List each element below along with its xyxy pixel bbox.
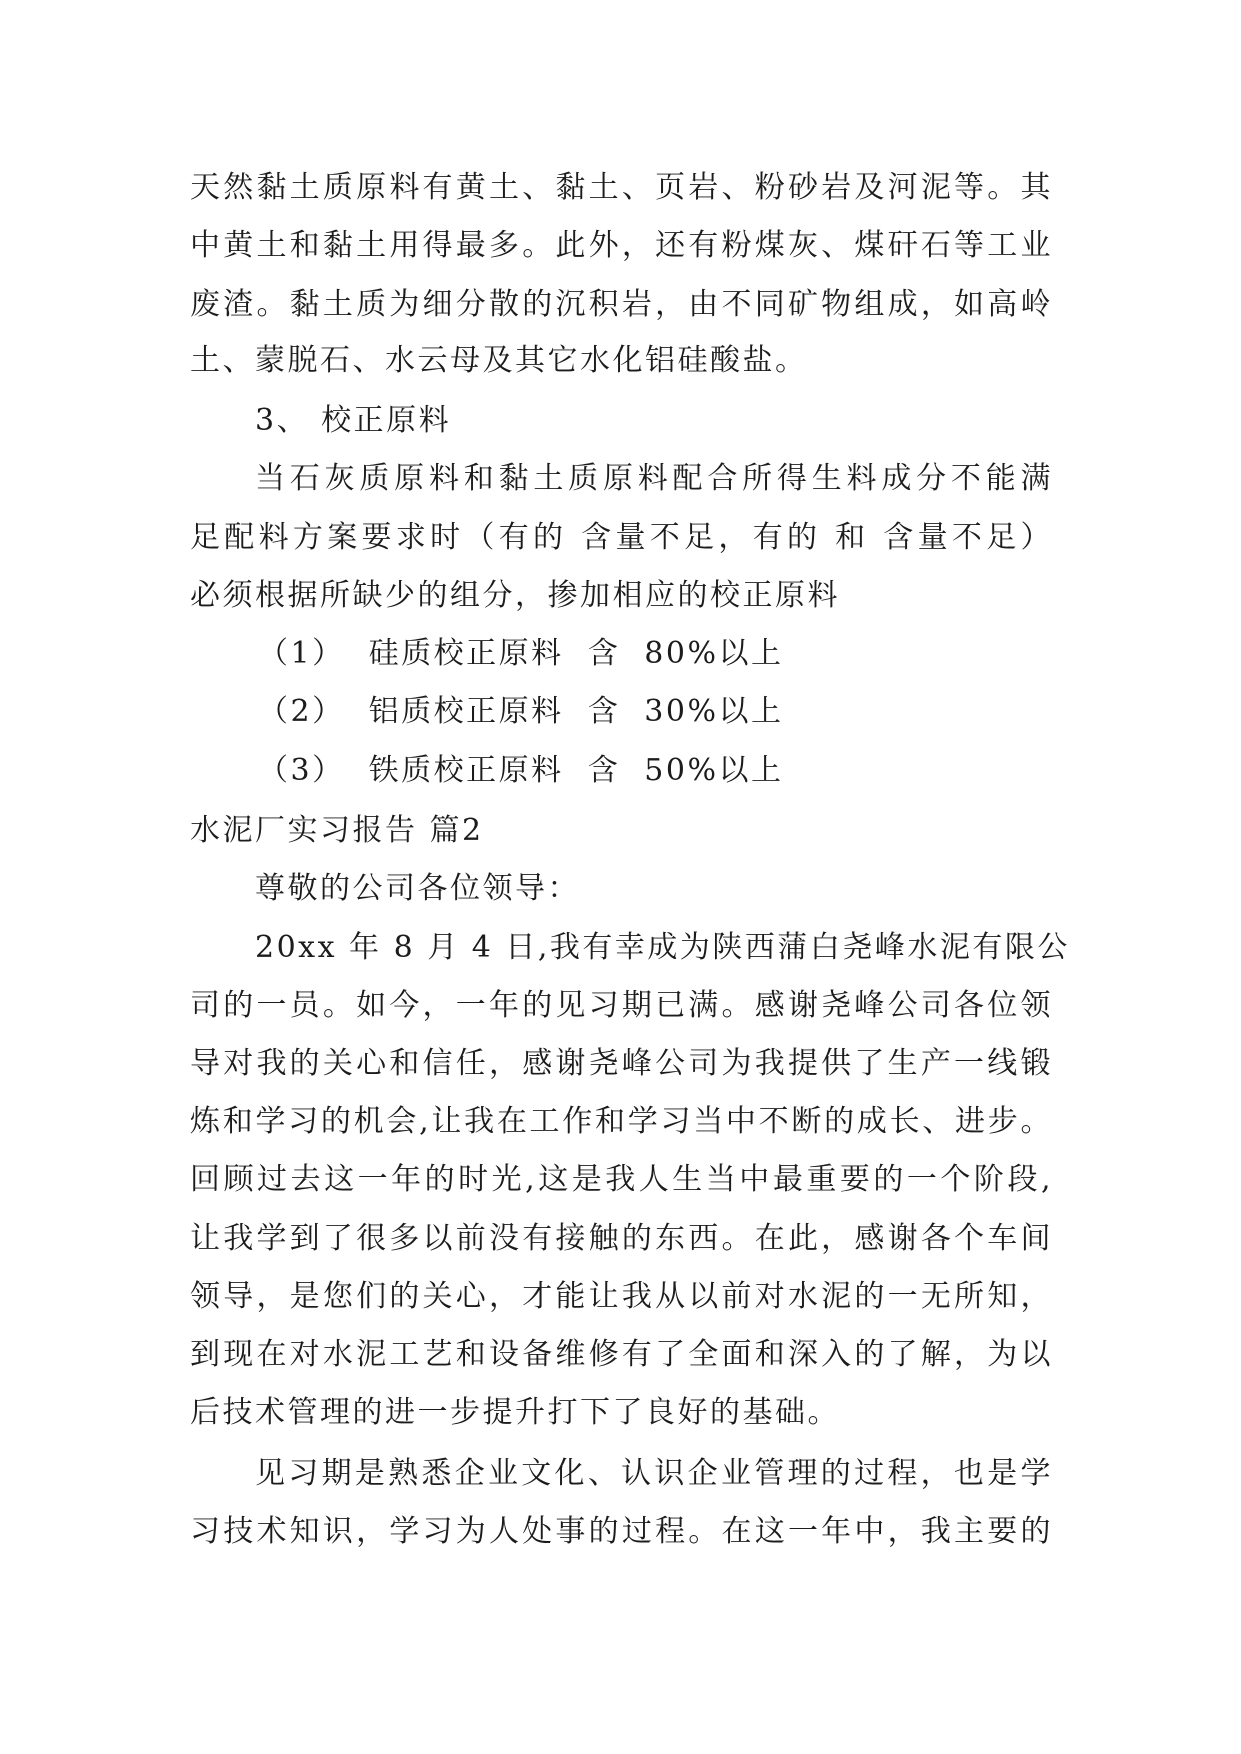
text-line: 天然黏土质原料有黄土、黏土、页岩、粉砂岩及河泥等。其 [190,170,1053,205]
text-line: 司的一员。如今，一年的见习期已满。感谢尧峰公司各位领 [190,988,1053,1023]
text-line: 让我学到了很多以前没有接触的东西。在此，感谢各个车间 [190,1221,1053,1256]
text-line: 导对我的关心和信任，感谢尧峰公司为我提供了生产一线锻 [190,1046,1053,1081]
subsection-heading: 3、 校正原料 [255,403,452,438]
list-item: （3） 铁质校正原料 含 50%以上 [258,753,784,788]
text-line: 废渣。黏土质为细分散的沉积岩，由不同矿物组成，如高岭 [190,287,1053,322]
text-line: 足配料方案要求时（有的 含量不足，有的 和 含量不足） [190,520,1053,555]
text-line: 领导，是您们的关心，才能让我从以前对水泥的一无所知， [190,1279,1053,1314]
text-line: 必须根据所缺少的组分，掺加相应的校正原料 [190,578,840,613]
salutation: 尊敬的公司各位领导： [255,871,580,906]
text-line: 习技术知识，学习为人处事的过程。在这一年中，我主要的 [190,1514,1053,1549]
list-item: （1） 硅质校正原料 含 80%以上 [258,636,784,671]
text-line: 20xx 年 8 月 4 日,我有幸成为陕西蒲白尧峰水泥有限公 [255,930,1070,965]
text-line: 回顾过去这一年的时光,这是我人生当中最重要的一个阶段, [190,1162,1053,1197]
text-line: 中黄土和黏土用得最多。此外，还有粉煤灰、煤矸石等工业 [190,228,1053,263]
text-line: 后技术管理的进一步提升打下了良好的基础。 [190,1395,840,1430]
text-line: 见习期是熟悉企业文化、认识企业管理的过程，也是学 [255,1456,1053,1491]
text-line: 到现在对水泥工艺和设备维修有了全面和深入的了解，为以 [190,1337,1053,1372]
text-line: 土、蒙脱石、水云母及其它水化铝硅酸盐。 [190,343,808,378]
text-line: 当石灰质原料和黏土质原料配合所得生料成分不能满 [255,461,1053,496]
text-line: 炼和学习的机会,让我在工作和学习当中不断的成长、进步。 [190,1104,1053,1139]
section-title: 水泥厂实习报告 篇2 [190,813,484,848]
list-item: （2） 铝质校正原料 含 30%以上 [258,694,784,729]
